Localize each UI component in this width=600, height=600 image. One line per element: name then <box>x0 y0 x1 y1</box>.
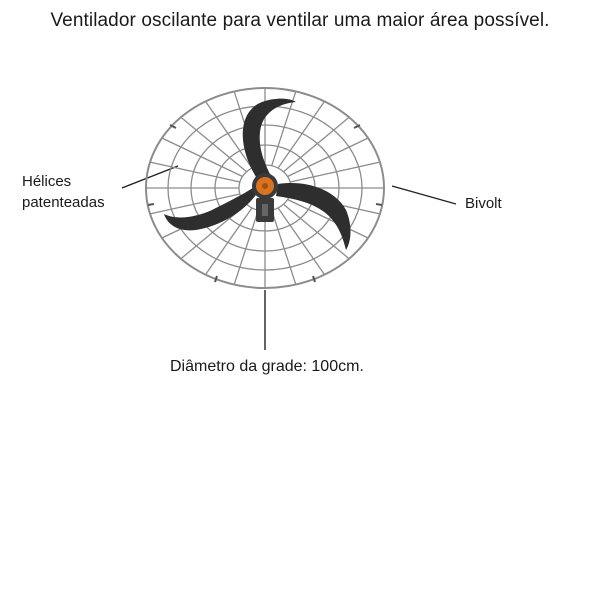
helices-callout-line1: Hélices <box>22 173 72 190</box>
helices-callout <box>22 171 105 213</box>
motor-bracket-slot <box>262 204 268 216</box>
helices-leader-line <box>122 166 178 188</box>
bivolt-leader-line <box>392 186 456 204</box>
diametro-callout: Diâmetro da grade: 100cm. <box>170 358 364 375</box>
grille-spoke <box>181 117 247 171</box>
grille-spoke <box>283 117 349 171</box>
headline: Ventilador oscilante para ventilar uma maior área possível. <box>50 10 550 31</box>
bivolt-callout: Bivolt <box>465 195 502 212</box>
hub-center <box>262 183 268 189</box>
grille-spoke <box>290 162 380 182</box>
helices-callout-line2: patenteadas <box>22 194 105 211</box>
